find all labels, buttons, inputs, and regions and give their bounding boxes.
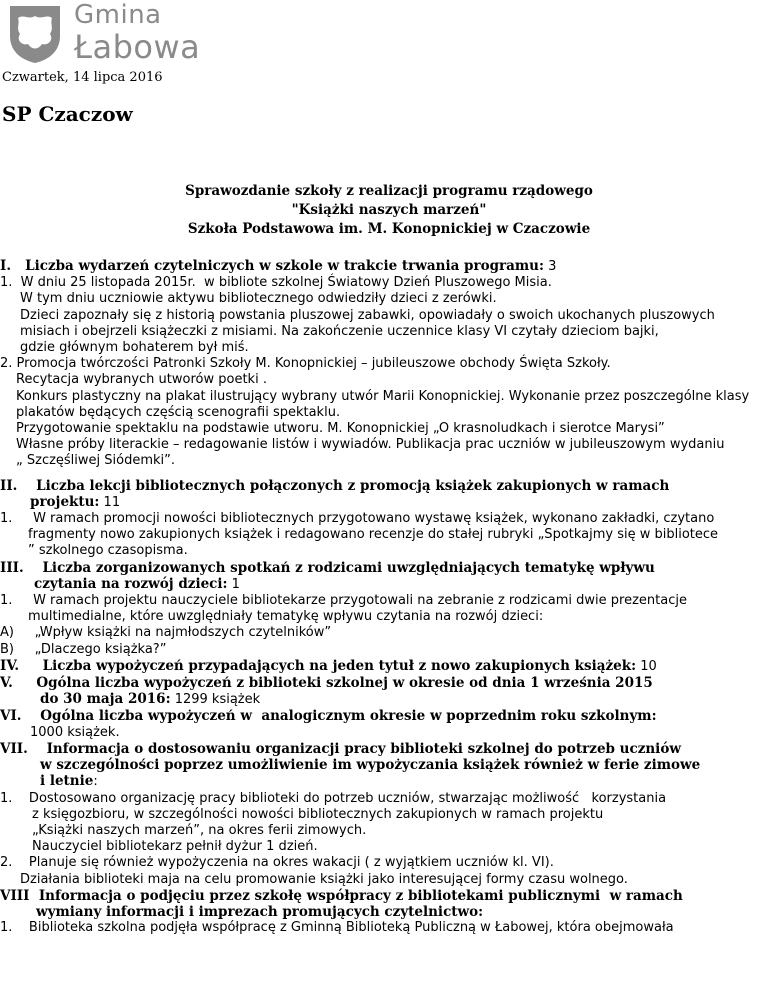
section-1-line: W tym dniu uczniowie aktywu bibliotecznego odwiedziły dzieci z zerówki.	[20, 291, 497, 307]
logo-text-gmina: Gmina	[74, 0, 162, 30]
section-1-line: Dzieci zapoznały się z historią powstania pluszowej zabawki, opowiadały o swoich ukochanych pluszowych	[20, 307, 715, 323]
report-title-line-2: "Książki naszych marzeń"	[291, 202, 487, 218]
section-8-heading-cont: wymiany informacji i imprezach promujących czytelnictwo:	[36, 903, 484, 920]
section-6-value: 1000 książek.	[30, 724, 120, 740]
post-date: Czwartek, 14 lipca 2016	[2, 70, 163, 85]
logo-text-labowa: Łabowa	[74, 28, 201, 66]
section-5-heading: V. Ogólna liczba wypożyczeń z biblioteki szkolnej w okresie od dnia 1 września 2015	[0, 675, 653, 692]
section-7-heading-cont: w szczególności poprzez umożliwienie im wypożyczania książek również w ferie zimowe	[40, 757, 701, 774]
section-3-line: B) „Dlaczego książka?”	[0, 641, 167, 657]
section-7-line: z księgozbioru, w szczególności nowości bibliotecznych zakupionych w ramach projektu	[32, 806, 604, 822]
school-title: SP Czaczow	[2, 102, 133, 126]
coat-of-arms-icon	[4, 2, 66, 64]
report-document	[0, 182, 768, 936]
section-7-line: Nauczyciel bibliotekarz pełnił dyżur 1 dzień.	[32, 839, 318, 855]
report-title-line-3: Szkoła Podstawowa im. M. Konopnickiej w Czaczowie	[187, 221, 591, 237]
report-title	[10, 182, 768, 239]
section-3-line: 1. W ramach projektu nauczyciele bibliotekarze przygotowali na zebranie z rodzicami dwie prezentacje	[0, 593, 687, 609]
section-3-line: A) „Wpływ książki na najmłodszych czytelników”	[0, 625, 332, 641]
section-2-line: fragmenty nowo zakupionych książek i redagowano recenzje do stałej rubryki „Spotkajmy się w bibliotece	[28, 527, 719, 543]
section-1-line: 1. W dniu 25 listopada 2015r. w bibliote szkolnej Światowy Dzień Pluszowego Misia.	[0, 275, 552, 291]
section-3-heading-cont	[0, 576, 768, 593]
section-7-heading-cont-2	[0, 773, 768, 790]
section-7-line: Działania biblioteki maja na celu promowanie książki jako interesującej formy czasu wolnego.	[20, 871, 628, 887]
section-3-heading-text: czytania na rozwój dzieci:	[34, 575, 228, 592]
section-4-heading	[0, 658, 768, 675]
section-6-heading: VI. Ogólna liczba wypożyczeń w analogicznym okresie w poprzednim roku szkolnym:	[0, 708, 657, 725]
section-3-value: 1	[227, 576, 240, 592]
section-1-line: 2. Promocja twórczości Patronki Szkoły M. Konopnickiej – jubileuszowe obchody Święta Szkoły.	[0, 356, 611, 372]
section-1-heading-text: I. Liczba wydarzeń czytelniczych w szkole w trakcie trwania programu:	[0, 258, 544, 274]
section-1-line: misiach i obejrzeli książeczki z misiami. Na zakończenie uczennice klasy VI czytały dzieciom bajki,	[20, 323, 659, 339]
section-5-heading-cont	[0, 691, 768, 708]
section-1-line: Własne próby literackie – redagowanie listów i wywiadów. Publikacja prac uczniów w jubileuszowym wydaniu	[16, 437, 725, 453]
section-1-line: plakatów będących częścią scenografii spektaklu.	[16, 404, 341, 420]
section-8-line: 1. Biblioteka szkolna podjęła współpracę z Gminną Biblioteką Publiczną w Łabowej, która obejmowała	[0, 920, 674, 936]
report-title-line-1: Sprawozdanie szkoły z realizacji programu rządowego	[185, 183, 593, 199]
section-7-heading: VII. Informacja o dostosowaniu organizacji pracy biblioteki szkolnej do potrzeb uczniów	[0, 740, 681, 757]
section-1-line: Konkurs plastyczny na plakat ilustrujący wybrany utwór Marii Konopnickiej. Wykonanie przez poszczególne klasy	[16, 388, 750, 404]
section-1-line: Przygotowanie spektaklu na podstawie utworu. M. Konopnickiej „O krasnoludkach i sierotce Marysi”	[16, 421, 665, 437]
gmina-logo	[0, 0, 200, 68]
section-1-heading	[0, 258, 768, 275]
section-1-line: „ Szczęśliwej Siódemki”.	[16, 453, 176, 469]
section-8-heading: VIII Informacja o podjęciu przez szkołę współpracy z bibliotekami publicznymi w ramach	[0, 887, 683, 904]
section-2-line: ” szkolnego czasopisma.	[28, 543, 188, 559]
section-5-value: 1299 książek	[170, 692, 261, 708]
section-7-heading-text: i letnie	[40, 773, 94, 790]
section-2-value: 11	[99, 494, 121, 510]
section-2-heading: II. Liczba lekcji bibliotecznych połączonych z promocją książek zakupionych w ramach	[0, 477, 670, 494]
section-4-heading-text: IV. Liczba wypożyczeń przypadających na jeden tytuł z nowo zakupionych książek:	[0, 657, 637, 674]
section-1-line: gdzie głównym bohaterem był miś.	[20, 340, 249, 356]
section-7-heading-colon: :	[93, 774, 98, 790]
section-3-line: multimedialne, które uwzględniały tematykę wpływu czytania na rozwój dzieci:	[28, 609, 544, 625]
section-2-heading-text: projektu:	[30, 493, 100, 510]
section-2-line: 1. W ramach promocji nowości bibliotecznych przygotowano wystawę książek, wykonano zakładki, czytano	[0, 511, 715, 527]
section-3-heading: III. Liczba zorganizowanych spotkań z rodzicami uwzględniających tematykę wpływu	[0, 559, 655, 576]
section-1-value: 3	[543, 259, 557, 274]
section-7-line: 1. Dostosowano organizację pracy biblioteki do potrzeb uczniów, stwarzając możliwość korzystania	[0, 790, 667, 806]
section-5-heading-text: do 30 maja 2016:	[40, 691, 171, 708]
section-1-line: Recytacja wybranych utworów poetki .	[16, 372, 267, 388]
section-7-line: 2. Planuje się również wypożyczenia na okres wakacji ( z wyjątkiem uczniów kl. VI).	[0, 855, 554, 871]
section-7-line: „Książki naszych marzeń”, na okres ferii zimowych.	[32, 822, 367, 838]
section-2-heading-cont	[0, 494, 768, 511]
section-4-value: 10	[636, 658, 657, 674]
